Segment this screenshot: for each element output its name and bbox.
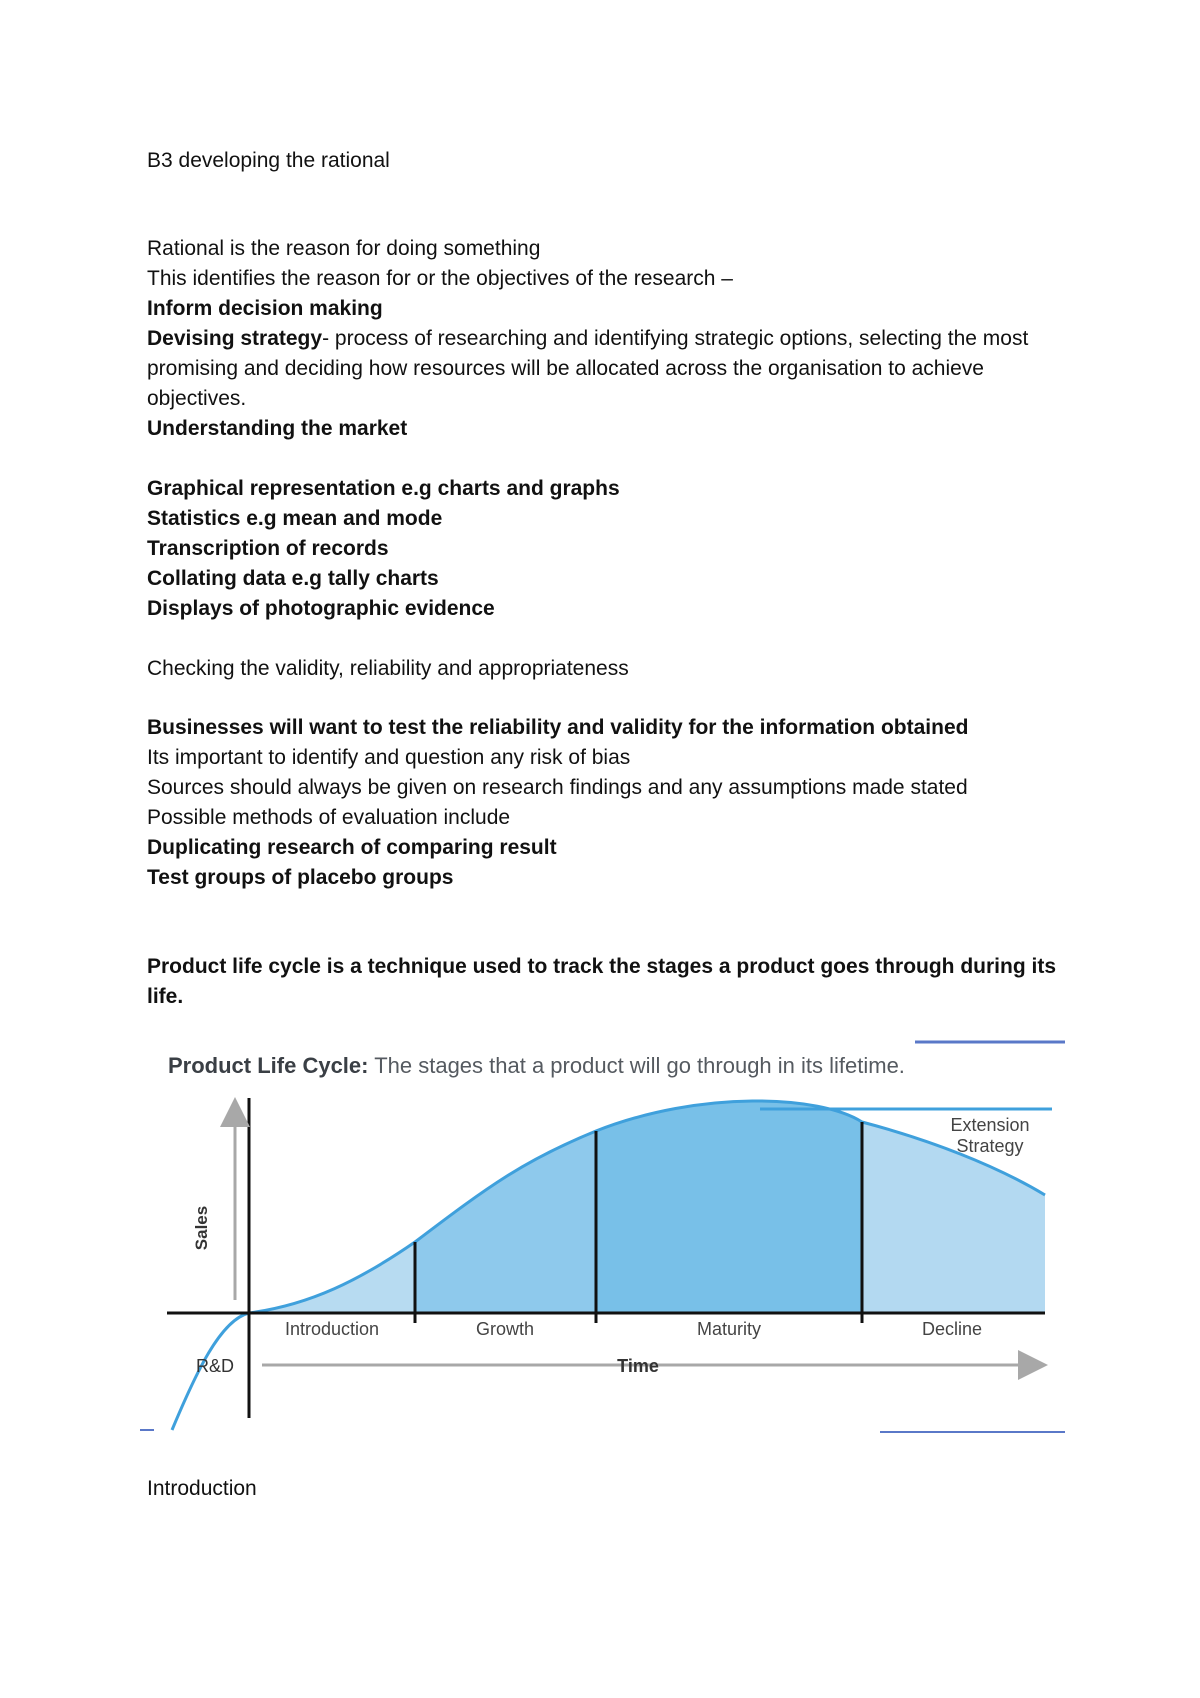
method-item: Displays of photographic evidence	[147, 597, 495, 620]
inform-decision-making: Inform decision making	[147, 297, 383, 320]
stage-label-growth: Growth	[475, 1319, 535, 1339]
research-objectives-line: This identifies the reason for or the objectives of the research –	[147, 267, 733, 290]
method-item: Graphical representation e.g charts and graphs	[147, 477, 620, 500]
test-groups-line: Test groups of placebo groups	[147, 866, 454, 889]
evaluation-methods-intro: Possible methods of evaluation include	[147, 806, 511, 829]
page-heading: B3 developing the rational	[147, 149, 390, 172]
introduction-area	[249, 1242, 415, 1313]
figure-title-rest: The stages that a product will go through in its lifetime.	[368, 1053, 905, 1078]
plc-diagram-svg	[140, 1030, 1085, 1450]
stage-label-introduction: Introduction	[284, 1319, 380, 1339]
devising-strategy-paragraph	[147, 324, 1067, 414]
stage-label-maturity: Maturity	[696, 1319, 762, 1339]
understanding-the-market: Understanding the market	[147, 417, 408, 440]
rd-label: R&D	[196, 1356, 235, 1376]
duplicating-research-line: Duplicating research of comparing result	[147, 836, 557, 859]
method-item: Statistics e.g mean and mode	[147, 507, 443, 530]
method-item: Collating data e.g tally charts	[147, 567, 439, 590]
method-item: Transcription of records	[147, 537, 389, 560]
introduction-heading: Introduction	[147, 1477, 257, 1500]
stage-label-decline: Decline	[921, 1319, 983, 1339]
time-axis-label: Time	[617, 1356, 659, 1376]
sales-axis-label: Sales	[192, 1205, 211, 1251]
bias-line: Its important to identify and question any risk of bias	[147, 746, 631, 769]
product-life-cycle-figure	[140, 1030, 1085, 1450]
plc-statement: Product life cycle is a technique used to track the stages a product goes through during its life.	[147, 955, 1056, 1008]
figure-title-bold: Product Life Cycle:	[168, 1053, 369, 1078]
devising-strategy-definition: - process of researching and identifying strategic options, selecting the most promising and deciding how resources will be allocated across the organisation to achieve objectives.	[147, 327, 1029, 410]
devising-strategy-term: Devising strategy	[147, 327, 323, 350]
figure-title	[168, 1053, 905, 1079]
extension-label-line1: Extension	[950, 1115, 1030, 1135]
reliability-validity-line: Businesses will want to test the reliability and validity for the information obtained	[147, 716, 969, 739]
checking-heading: Checking the validity, reliability and appropriateness	[147, 657, 629, 680]
maturity-area	[596, 1101, 862, 1313]
rational-definition: Rational is the reason for doing something	[147, 237, 541, 260]
sources-line: Sources should always be given on research findings and any assumptions made stated	[147, 776, 968, 799]
extension-label-line2: Strategy	[956, 1136, 1024, 1156]
